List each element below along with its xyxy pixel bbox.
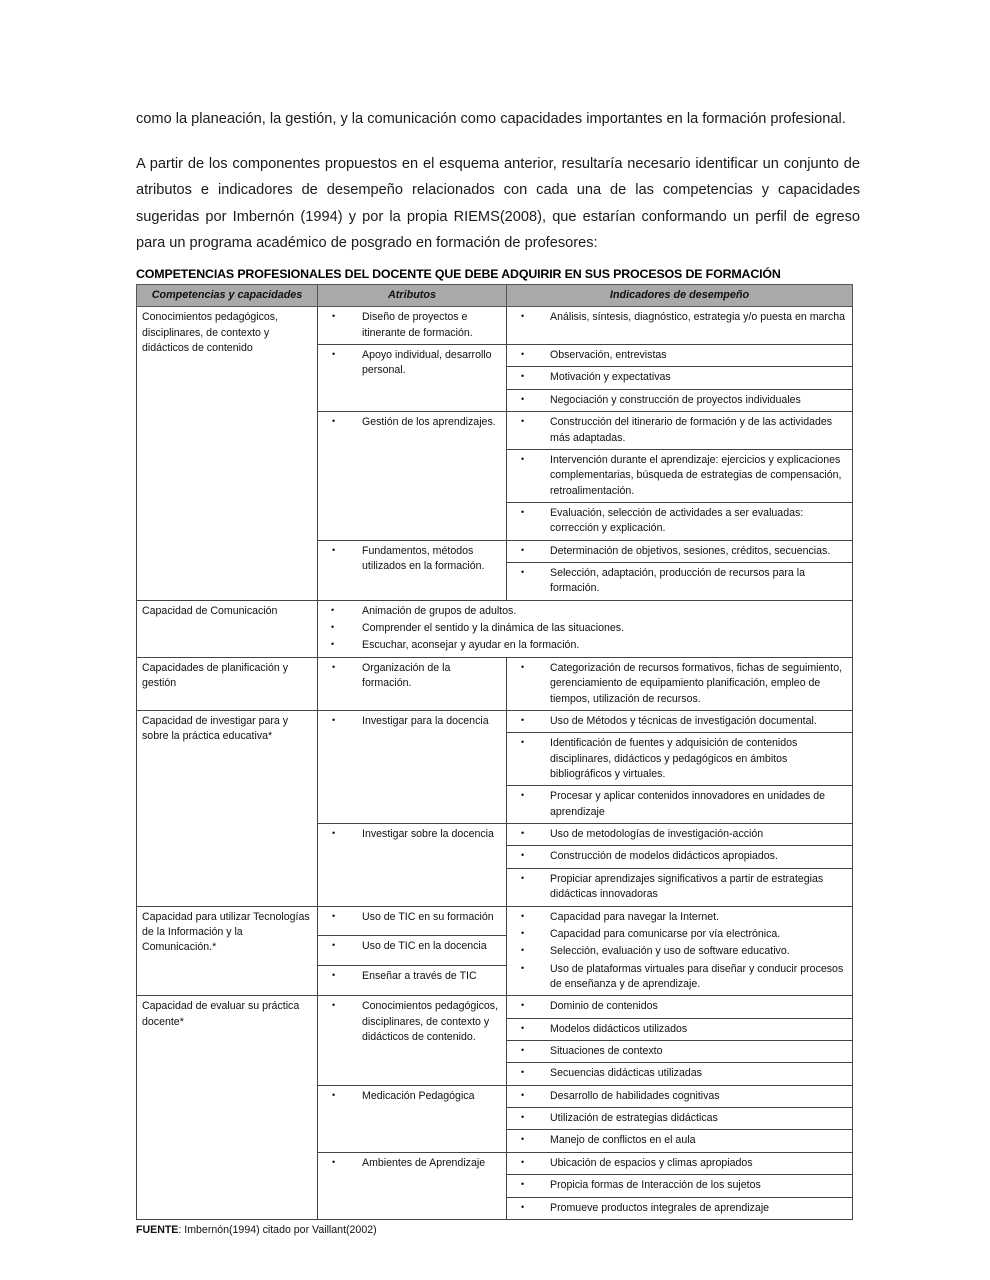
bullet-icon: • [521,962,525,973]
attribute-cell [318,1085,507,1152]
indicator-cell [507,1175,853,1197]
indicator-cell [507,733,853,786]
list-item [512,393,848,408]
bullet-icon: • [331,622,335,633]
bullet-icon: • [332,1156,336,1167]
indicator-text: Intervención durante el aprendizaje: ejercicios y explicaciones complementarias, búsqueda de estrategias de compensación, retroalimentación. [550,453,842,497]
attribute-cell [318,824,507,906]
attribute-label: Ambientes de Aprendizaje [362,1156,486,1169]
list-item [512,962,848,993]
bullet-icon: • [521,945,525,956]
indicator-cell [507,868,853,906]
indicator-cell [507,449,853,502]
indicator-text: Capacidad para comunicarse por vía electrónica. [550,927,781,940]
attribute-label: Escuchar, aconsejar y ayudar en la formación. [362,639,580,652]
indicator-text: Selección, adaptación, producción de recursos para la formación. [550,567,805,595]
header-indicadores: Indicadores de desempeño [507,284,853,307]
competencies-table [136,284,853,1220]
list-item [512,348,848,363]
list-item [512,1133,848,1148]
competence-cell [137,307,318,600]
merged-attribute-indicator-cell [318,600,853,657]
indicator-text: Propiciar aprendizajes significativos a partir de estrategias didácticas innovadoras [550,872,824,901]
list-item [512,544,848,559]
attribute-label: Comprender el sentido y la dinámica de las situaciones. [362,622,625,635]
list-item [512,1089,848,1104]
list-item [512,415,848,446]
bullet-icon: • [331,604,335,615]
indicator-text: Manejo de conflictos en el aula [550,1134,696,1147]
bullet-icon: • [521,1067,525,1078]
indicator-cell [507,1018,853,1040]
indicator-cell [507,906,853,996]
bullet-icon: • [521,506,525,517]
list-item [512,872,848,903]
bullet-icon: • [332,828,336,839]
bullet-icon: • [332,970,336,981]
bullet-icon: • [332,544,336,555]
attribute-label: Organización de la formación. [362,661,451,690]
bullet-icon: • [332,1089,336,1100]
bullet-icon: • [521,1112,525,1123]
competence-cell [137,710,318,906]
indicator-text: Modelos didácticos utilizados [550,1022,688,1035]
bullet-icon: • [332,714,336,725]
list-item [323,604,848,619]
list-item [512,1022,848,1037]
list-item [323,1156,502,1171]
bullet-icon: • [521,416,525,427]
list-item [512,310,848,325]
bullet-icon: • [521,371,525,382]
attribute-label: Enseñar a través de TIC [362,970,477,983]
attribute-label: Investigar para la docencia [362,714,489,727]
competence-cell [137,600,318,657]
table-row [137,906,853,936]
source-text: : Imbernón(1994) citado por Vaillant(2002) [178,1223,377,1236]
list-item [512,736,848,782]
list-item [323,714,502,729]
indicator-text: Propicia formas de Interacción de los sujetos [550,1179,761,1192]
bullet-icon: • [521,850,525,861]
bullet-icon: • [521,1134,525,1145]
list-item [512,453,848,499]
list-item [512,714,848,729]
list-item [512,1066,848,1081]
source-line [136,1224,860,1236]
attribute-cell [318,996,507,1085]
attribute-label: Gestión de los aprendizajes. [362,416,496,429]
list-item [512,1178,848,1193]
bullet-icon: • [521,661,525,672]
indicator-text: Procesar y aplicar contenidos innovadores en unidades de aprendizaje [550,790,826,818]
table-row [137,657,853,710]
attribute-label: Animación de grupos de adultos. [362,604,517,617]
attribute-label: Apoyo individual, desarrollo personal. [362,349,492,377]
bullet-icon: • [521,714,525,725]
indicator-cell [507,1130,853,1152]
list-item [512,1156,848,1171]
attribute-cell [318,906,507,936]
indicator-cell [507,1041,853,1063]
attribute-cell [318,966,507,996]
paragraph-1: como la planeación, la gestión, y la comunicación como capacidades importantes en la formación profesional. [136,111,846,127]
indicator-text: Identificación de fuentes y adquisición de contenidos disciplinares, didácticos y pedagógicos en ámbitos bibliográficos y virtuales. [550,737,798,780]
bullet-icon: • [521,349,525,360]
indicator-text: Negociación y construcción de proyectos individuales [550,393,801,406]
list-item [512,789,848,820]
bullet-icon: • [521,1022,525,1033]
competence-cell [137,906,318,996]
indicator-text: Análisis, síntesis, diagnóstico, estrategia y/o puesta en marcha [550,311,846,324]
indicator-text: Categorización de recursos formativos, fichas de seguimiento, gerenciamiento de equipamiento planificación, empleo de tiempos, utilización de recursos. [550,661,843,705]
indicator-text: Uso de plataformas virtuales para diseñar y conducir procesos de enseñanza y de aprendizaje. [550,962,844,990]
list-item [512,566,848,597]
competence-label: Conocimientos pedagógicos, disciplinares, de contexto y didácticos de contenido [142,311,279,355]
indicator-text: Secuencias didácticas utilizadas [550,1067,702,1080]
list-item [512,370,848,385]
indicator-text: Ubicación de espacios y climas apropiados [550,1156,753,1169]
list-item [512,927,848,942]
attribute-label: Medicación Pedagógica [362,1089,475,1102]
list-item [512,910,848,925]
indicator-cell [507,367,853,389]
bullet-icon: • [521,828,525,839]
bullet-icon: • [521,737,525,748]
bullet-icon: • [521,1201,525,1212]
list-item [323,638,848,653]
list-item [323,939,502,954]
bullet-icon: • [332,940,336,951]
list-item [323,827,502,842]
bullet-icon: • [521,311,525,322]
indicator-text: Motivación y expectativas [550,371,671,384]
list-item [323,621,848,636]
list-item [512,827,848,842]
indicator-cell [507,1152,853,1174]
competence-cell [137,657,318,710]
indicator-text: Uso de metodologías de investigación-acción [550,828,764,841]
attribute-cell [318,1152,507,1219]
indicator-cell [507,502,853,540]
list-item [512,1201,848,1216]
attribute-cell [318,540,507,600]
source-label: FUENTE [136,1223,179,1236]
indicator-text: Construcción de modelos didácticos apropiados. [550,850,778,863]
bullet-icon: • [521,927,525,938]
bullet-icon: • [332,311,336,322]
bullet-icon: • [332,416,336,427]
bullet-icon: • [521,393,525,404]
indicator-cell [507,412,853,450]
bullet-icon: • [521,1089,525,1100]
bullet-icon: • [521,567,525,578]
list-item [323,1089,502,1104]
competence-label: Capacidad para utilizar Tecnologías de la Información y la Comunicación.* [142,910,310,954]
competence-label: Capacidades de planificación y gestión [142,661,289,690]
indicator-cell [507,1085,853,1107]
bullet-icon: • [521,544,525,555]
competence-label: Capacidad de evaluar su práctica docente* [142,1000,300,1028]
indicator-text: Determinación de objetivos, sesiones, créditos, secuencias. [550,544,831,557]
attribute-label: Uso de TIC en la docencia [362,940,487,953]
header-competencias: Competencias y capacidades [137,284,318,307]
competence-cell [137,996,318,1220]
attribute-label: Uso de TIC en su formación [362,910,494,923]
bullet-icon: • [332,661,336,672]
list-item [512,944,848,959]
bullet-icon: • [521,872,525,883]
list-item [323,348,502,379]
list-item [323,544,502,575]
indicator-cell [507,540,853,562]
list-item [323,969,502,984]
indicator-cell [507,389,853,411]
bullet-icon: • [521,1156,525,1167]
list-item [323,310,502,341]
bullet-icon: • [332,349,336,360]
indicator-cell [507,657,853,710]
table-row [137,600,853,657]
list-item [512,1044,848,1059]
indicator-text: Desarrollo de habilidades cognitivas [550,1089,720,1102]
attribute-cell [318,657,507,710]
indicator-cell [507,1197,853,1219]
indicator-cell [507,996,853,1018]
indicator-text: Utilización de estrategias didácticas [550,1112,718,1125]
attribute-label: Diseño de proyectos e itinerante de formación. [362,311,473,339]
indicator-text: Capacidad para navegar la Internet. [550,910,720,923]
attribute-cell [318,412,507,541]
list-item [512,849,848,864]
indicator-text: Dominio de contenidos [550,1000,658,1013]
indicator-cell [507,1108,853,1130]
bullet-icon: • [521,453,525,464]
bullet-icon: • [521,1000,525,1011]
paragraph-2: A partir de los componentes propuestos en el esquema anterior, resultaría necesario identificar un conjunto de atributos e indicadores de desempeño relacionados con cada una de las competencias y capacidades sugeridas por Imbernón (1994) y por la propia RIEMS(2008), que estarían conformando un perfil de egreso para un programa académico de posgrado en formación de profesores: [136,155,860,252]
table-header-row [137,284,853,307]
indicator-text: Situaciones de contexto [550,1045,663,1058]
indicator-cell [507,846,853,868]
table-title: COMPETENCIAS PROFESIONALES DEL DOCENTE QUE DEBE ADQUIRIR EN SUS PROCESOS DE FORMACIÓN [136,266,781,281]
indicator-cell [507,563,853,601]
indicator-text: Uso de Métodos y técnicas de investigación documental. [550,714,817,727]
bullet-icon: • [521,1179,525,1190]
indicator-cell [507,786,853,824]
indicator-cell [507,345,853,367]
list-item [323,999,502,1045]
indicator-text: Promueve productos integrales de aprendizaje [550,1201,770,1214]
bullet-icon: • [332,910,336,921]
attribute-cell [318,307,507,345]
table-row [137,307,853,345]
competence-label: Capacidad de investigar para y sobre la práctica educativa* [142,714,289,743]
list-item [512,999,848,1014]
attribute-label: Fundamentos, métodos utilizados en la formación. [362,544,485,573]
table-row [137,710,853,732]
table-row [137,996,853,1018]
attribute-cell [318,710,507,823]
list-item [323,415,502,430]
list-item [512,1111,848,1126]
bullet-icon: • [521,910,525,921]
indicator-text: Evaluación, selección de actividades a ser evaluadas: corrección y explicación. [550,506,804,535]
bullet-icon: • [332,1000,336,1011]
bullet-icon: • [521,790,525,801]
attribute-cell [318,345,507,412]
list-item [323,910,502,925]
indicator-text: Construcción del itinerario de formación y de las actividades más adaptadas. [550,416,833,444]
indicator-cell [507,307,853,345]
indicator-cell [507,824,853,846]
bullet-icon: • [521,1045,525,1056]
attribute-label: Investigar sobre la docencia [362,828,494,841]
indicator-text: Selección, evaluación y uso de software educativo. [550,945,790,958]
attribute-label: Conocimientos pedagógicos, disciplinares, de contexto y didácticos de contenido. [362,1000,499,1044]
indicator-cell [507,1063,853,1085]
indicator-cell [507,710,853,732]
header-atributos: Atributos [318,284,507,307]
attribute-cell [318,936,507,966]
list-item [512,661,848,707]
indicator-text: Observación, entrevistas [550,349,667,362]
list-item [323,661,502,692]
list-item [512,506,848,537]
competence-label: Capacidad de Comunicación [142,604,278,617]
bullet-icon: • [331,639,335,650]
